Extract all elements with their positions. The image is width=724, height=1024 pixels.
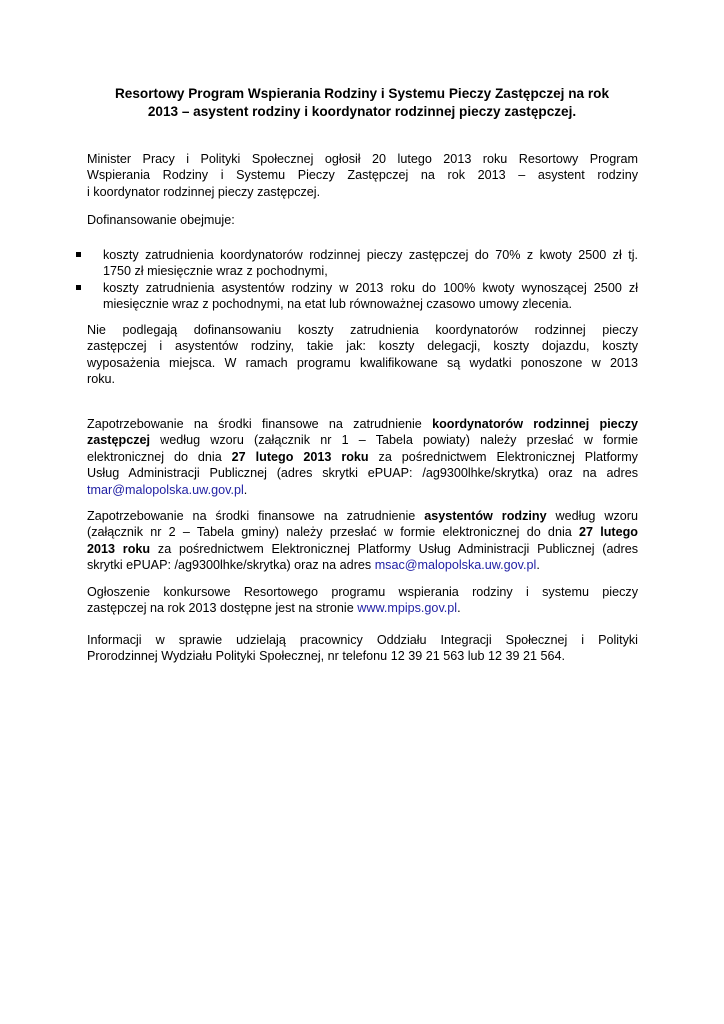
assistants-line-1 <box>87 508 638 524</box>
coordinators-text: Zapotrzebowanie na środki finansowe na zatrudnienie <box>87 417 433 431</box>
assistants-bold: asystentów rodziny <box>424 509 547 523</box>
coordinators-text: według wzoru (załącznik nr 1 – Tabela powiaty) należy przesłać w formie <box>150 433 638 448</box>
bullet-1-line-1: koszty zatrudnienia koordynatorów rodzinnej pieczy zastępczej do 70% z kwoty 2500 zł tj. <box>103 248 638 262</box>
mpips-website-link[interactable]: www.mpips.gov.pl <box>357 601 458 616</box>
announcement-period: . <box>457 601 461 616</box>
announcement-line-1: Ogłoszenie konkursowe Resortowego programu wspierania rodziny i systemu pieczy <box>87 585 638 599</box>
exclusions-line-2: zastępczej i asystentów rodziny, takie jak: koszty delegacji, koszty dojazdu, koszty <box>87 339 638 354</box>
coordinators-line-3 <box>87 449 638 465</box>
intro-line-3: i koordynator rodzinnej pieczy zastępczej. <box>87 184 321 199</box>
list-item <box>72 247 638 280</box>
document-title <box>82 85 642 120</box>
announcement-paragraph <box>87 584 638 617</box>
msac-email-link[interactable]: msac@malopolska.uw.gov.pl <box>374 558 537 573</box>
list-item <box>72 280 638 313</box>
square-bullet-icon <box>76 252 81 257</box>
coordinators-text: elektronicznej do dnia <box>87 449 232 464</box>
bullet-2-line-2: miesięcznie wraz z pochodnymi, na etat lub równoważnej czasowo umowy zlecenia. <box>103 297 572 312</box>
assistants-text: za pośrednictwem Elektronicznej Platformy Usług Administracji Publicznej (adres <box>150 541 638 556</box>
coordinators-bold: zastępczej <box>87 433 150 448</box>
assistants-text: Zapotrzebowanie na środki finansowe na zatrudnienie <box>87 509 425 523</box>
bullet-2-line-1: koszty zatrudnienia asystentów rodziny w 2013 roku do 100% kwoty wynoszącej 2500 zł <box>103 280 638 295</box>
intro-line-1: Minister Pracy i Polityki Społecznej ogłosił 20 lutego 2013 roku Resortowy Program <box>87 152 638 166</box>
assistants-text: (załącznik nr 2 – Tabela gminy) należy przesłać w formie elektronicznej do dnia <box>87 525 579 540</box>
tmar-email-link[interactable]: tmar@malopolska.uw.gov.pl <box>87 482 244 497</box>
contact-line-1: Informacji w sprawie udzielają pracownicy Oddziału Integracji Społecznej i Polityki <box>87 633 638 647</box>
coordinators-line-1 <box>87 416 638 432</box>
coordinators-paragraph <box>87 416 638 498</box>
contact-paragraph <box>87 632 638 665</box>
assistants-text: według wzoru <box>546 509 638 523</box>
coordinators-text: za pośrednictwem Elektronicznej Platformy <box>368 449 638 464</box>
announcement-text: zastępczej na rok 2013 dostępne jest na stronie <box>87 601 358 616</box>
coordinators-line-5 <box>87 482 638 498</box>
coordinators-deadline: 27 lutego 2013 roku <box>231 449 369 464</box>
assistants-period: . <box>536 558 540 573</box>
announcement-line-2 <box>87 600 638 616</box>
assistants-deadline: 27 lutego <box>578 525 638 540</box>
assistants-line-2 <box>87 524 638 540</box>
assistants-deadline: 2013 roku <box>87 541 151 556</box>
assistants-line-4 <box>87 557 638 573</box>
coordinators-line-2 <box>87 432 638 448</box>
intro-line-2: Wspierania Rodziny i Systemu Pieczy Zastępczej na rok 2013 – asystent rodziny <box>87 168 638 183</box>
funding-list <box>72 247 638 313</box>
funding-intro: Dofinansowanie obejmuje: <box>87 213 235 227</box>
exclusions-line-4: roku. <box>87 372 115 387</box>
coordinators-period: . <box>243 482 248 497</box>
exclusions-line-3: wyposażenia miejsca. W ramach programu kwalifikowane są wydatki ponoszone w 2013 <box>87 355 638 370</box>
assistants-text: skrytki ePUAP: /ag9300lhke/skrytka) oraz na adres <box>87 558 375 573</box>
title-line-1: Resortowy Program Wspierania Rodziny i Systemu Pieczy Zastępczej na rok <box>114 86 610 101</box>
coordinators-line-4: Usług Administracji Publicznej (adres skrytki ePUAP: /ag9300lhke/skrytka) oraz na adres <box>87 466 638 481</box>
contact-line-2: Prorodzinnej Wydziału Polityki Społecznej, nr telefonu 12 39 21 563 lub 12 39 21 564. <box>87 649 566 664</box>
square-bullet-icon <box>76 285 81 290</box>
bullet-1-line-2: 1750 zł miesięcznie wraz z pochodnymi, <box>103 264 328 279</box>
exclusions-paragraph <box>87 322 638 388</box>
assistants-paragraph <box>87 508 638 574</box>
exclusions-line-1: Nie podlegają dofinansowaniu koszty zatrudnienia koordynatorów rodzinnej pieczy <box>87 323 638 337</box>
coordinators-bold: koordynatorów rodzinnej pieczy <box>432 417 638 431</box>
title-line-2: 2013 – asystent rodziny i koordynator rodzinnej pieczy zastępczej. <box>147 103 577 119</box>
intro-paragraph <box>87 151 638 200</box>
assistants-line-3 <box>87 541 638 557</box>
